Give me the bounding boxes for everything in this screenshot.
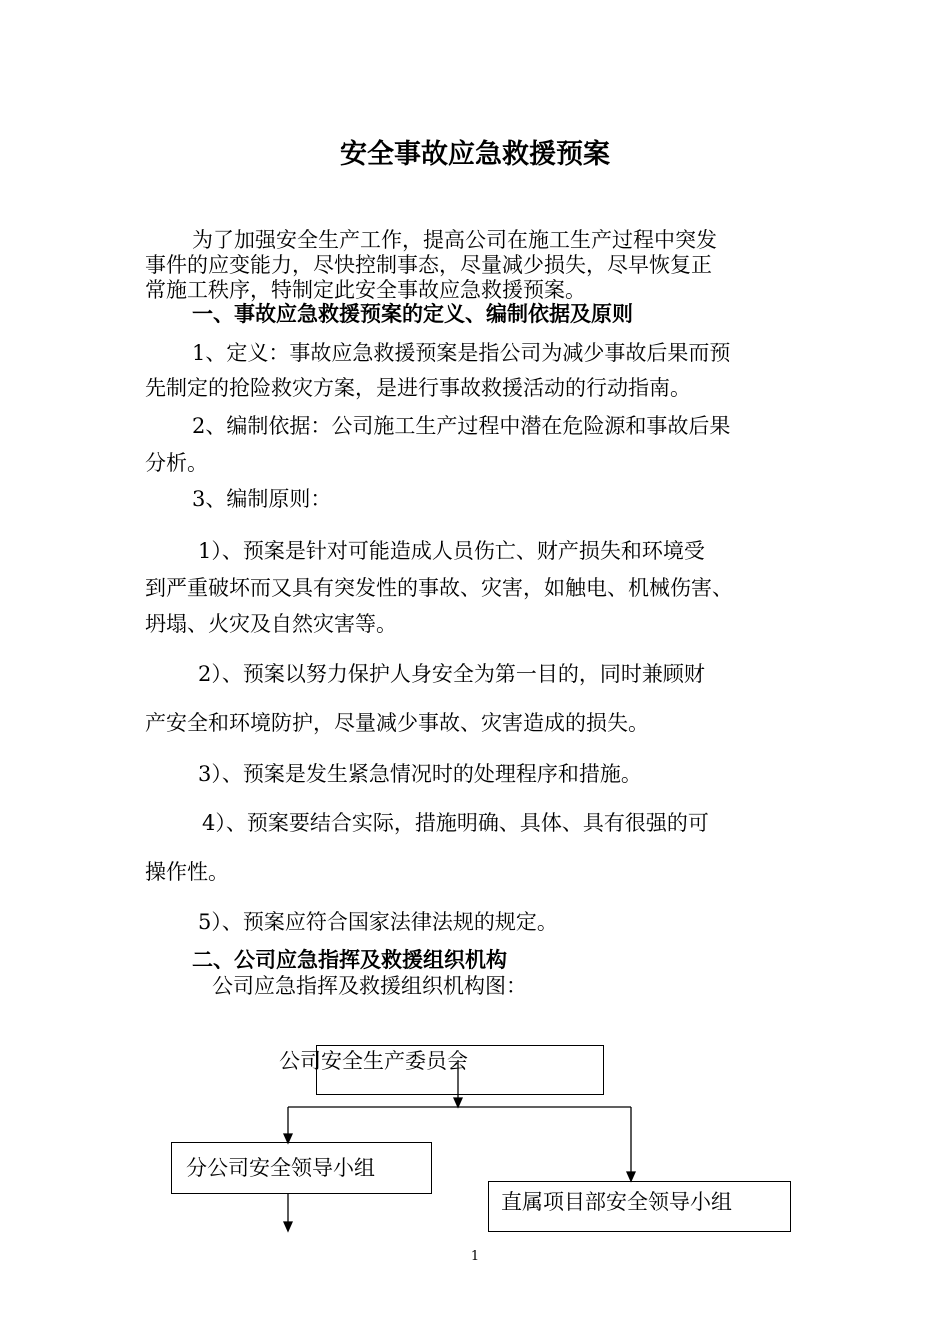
basis-line-1: 2、编制依据：公司施工生产过程中潜在危险源和事故后果 — [192, 414, 731, 438]
arrowhead-icon — [454, 1098, 462, 1107]
intro-line-3: 常施工秩序，特制定此安全事故应急救援预案。 — [145, 278, 586, 302]
principle-4-line-1: 4）、预案要结合实际，措施明确、具体、具有很强的可 — [202, 811, 709, 835]
definition-line-1: 1、定义：事故应急救援预案是指公司为减少事故后果而预 — [192, 341, 731, 365]
principle-3: 3）、预案是发生紧急情况时的处理程序和措施。 — [198, 762, 642, 786]
intro-line-1: 为了加强安全生产工作，提高公司在施工生产过程中突发 — [192, 228, 717, 252]
org-box-left-label: 分公司安全领导小组 — [186, 1156, 375, 1180]
section-2-heading: 二、公司应急指挥及救援组织机构 — [192, 947, 507, 972]
principle-1-line-1: 1）、预案是针对可能造成人员伤亡、财产损失和环境受 — [198, 539, 705, 563]
principles-label: 3、编制原则： — [192, 487, 332, 511]
arrowhead-icon — [284, 1134, 292, 1143]
document-title: 安全事故应急救援预案 — [340, 139, 610, 170]
principle-5: 5）、预案应符合国家法律法规的规定。 — [198, 910, 558, 934]
definition-line-2: 先制定的抢险救灾方案，是进行事故救援活动的行动指南。 — [145, 376, 691, 400]
principle-2-line-2: 产安全和环境防护，尽量减少事故、灾害造成的损失。 — [145, 711, 649, 735]
arrowhead-icon — [627, 1172, 635, 1181]
org-box-top-label: 公司安全生产委员会 — [279, 1049, 468, 1073]
intro-line-2: 事件的应变能力，尽快控制事态，尽量减少损失，尽早恢复正 — [145, 253, 712, 277]
principle-1-line-2: 到严重破坏而又具有突发性的事故、灾害，如触电、机械伤害、 — [145, 576, 733, 600]
basis-line-2: 分析。 — [145, 451, 208, 475]
page-number: 1 — [470, 1249, 480, 1264]
section-1-heading: 一、事故应急救援预案的定义、编制依据及原则 — [192, 301, 633, 326]
principle-1-line-3: 坍塌、火灾及自然灾害等。 — [145, 612, 397, 636]
org-chart-caption: 公司应急指挥及救援组织机构图： — [212, 974, 527, 998]
arrowhead-icon — [284, 1222, 292, 1231]
org-box-right-label: 直属项目部安全领导小组 — [501, 1190, 732, 1214]
principle-4-line-2: 操作性。 — [145, 860, 229, 884]
principle-2-line-1: 2）、预案以努力保护人身安全为第一目的，同时兼顾财 — [198, 662, 705, 686]
